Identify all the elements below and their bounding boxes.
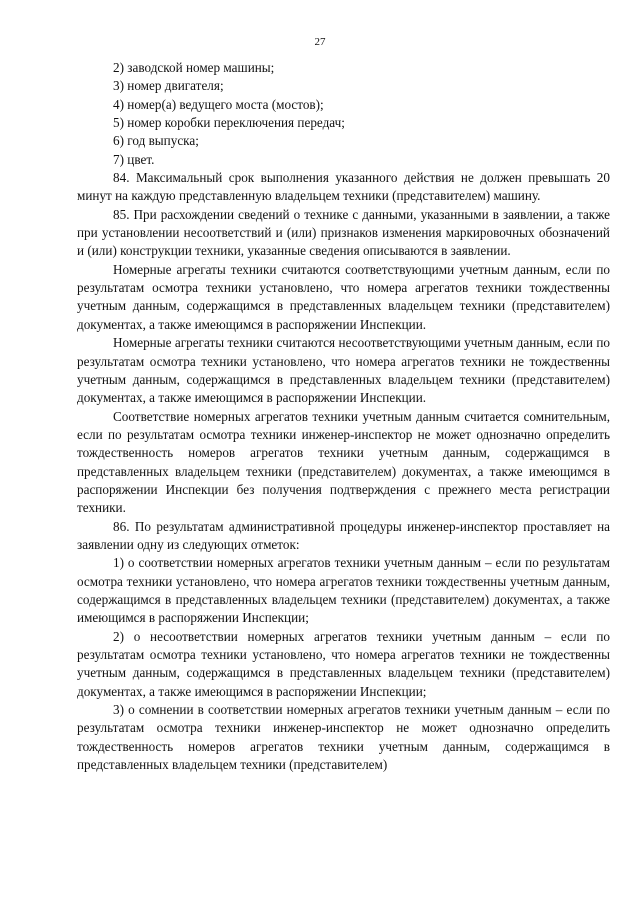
- paragraph-86-item-1: 1) о соответствии номерных агрегатов техники учетным данным – если по результатам осмотра техники установлено, что номера агрегатов техники тождественны учетным данным, содержащимся в представленных владельцем техники (представителем) документах, а также имеющимся в распоряжении Инспекции;: [77, 555, 610, 626]
- document-body: [77, 59, 610, 774]
- page-number: 27: [314, 36, 326, 48]
- paragraph-matching-definition: Номерные агрегаты техники считаются соответствующими учетным данным, если по результатам осмотра техники установлено, что номера агрегатов техники тождественны учетным данным, содержащимся в представленных владельцем техники (представителем) документах, а также имеющимся в распоряжении Инспекции.: [77, 261, 610, 332]
- paragraph-mismatch-definition: Номерные агрегаты техники считаются несоответствующими учетным данным, если по результатам осмотра техники установлено, что номера агрегатов техники не тождественны учетным данным, содержащимся в представленных владельцем техники (представителем) документах, а также имеющимся в распоряжении Инспекции.: [77, 335, 610, 406]
- list-item: 3) номер двигателя;: [113, 78, 224, 94]
- paragraph-86-item-2: 2) о несоответствии номерных агрегатов техники учетным данным – если по результатам осмотра техники установлено, что номера агрегатов техники не тождественны учетным данным, содержащимся в представленных владельцем техники (представителем) документах, а также имеющимся в распоряжении Инспекции;: [77, 628, 610, 699]
- paragraph-86: 86. По результатам административной процедуры инженер-инспектор проставляет на заявлении одну из следующих отметок:: [77, 518, 610, 552]
- paragraph-85: 85. При расхождении сведений о технике с данными, указанными в заявлении, а также при установлении несоответствий и (или) признаков изменения маркировочных обозначений и (или) конструкции техники, указанные сведения описываются в заявлении.: [77, 206, 610, 259]
- paragraph-84: 84. Максимальный срок выполнения указанного действия не должен превышать 20 минут на каждую представленную владельцем техники (представителем) машину.: [77, 170, 610, 204]
- list-item: 4) номер(а) ведущего моста (мостов);: [113, 96, 324, 112]
- paragraph-doubtful-definition: Соответствие номерных агрегатов техники учетным данным считается сомнительным, если по результатам осмотра техники инженер-инспектор не может однозначно определить тождественность номеров агрегатов техники учетным данным, содержащимся в представленных владельцем техники (представителем) документах, а также имеющимся в распоряжении Инспекции без получения подтверждения с прежнего места регистрации техники.: [77, 408, 610, 516]
- paragraph-86-item-3: 3) о сомнении в соответствии номерных агрегатов техники учетным данным – если по результатам осмотра техники инженер-инспектор не может однозначно определить тождественность номеров агрегатов техники учетным данным, содержащимся в представленных владельцем техники (представителем): [77, 702, 610, 773]
- list-item: 5) номер коробки переключения передач;: [113, 115, 345, 131]
- list-item: 6) год выпуска;: [113, 133, 199, 149]
- list-item: 2) заводской номер машины;: [113, 60, 275, 75]
- list-item: 7) цвет.: [113, 151, 155, 167]
